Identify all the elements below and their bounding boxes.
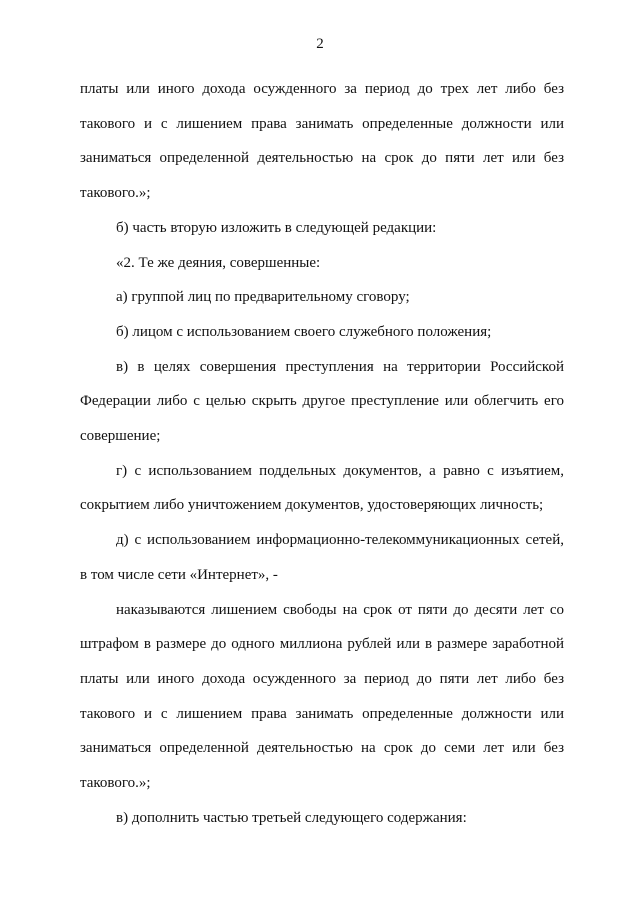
paragraph-subitem-a: а) группой лиц по предварительному сговору; bbox=[116, 289, 410, 306]
paragraph-item-b-intro: б) часть вторую изложить в следующей редакции: bbox=[116, 219, 437, 236]
paragraph-subitem-d: д) с использованием информационно-телекоммуникационных сетей, в том числе сети «Интернет», - bbox=[80, 532, 564, 583]
paragraph-item-v-intro: в) дополнить частью третьей следующего содержания: bbox=[116, 809, 467, 826]
page-number: 2 bbox=[316, 36, 324, 52]
paragraph-part-2-heading: «2. Те же деяния, совершенные: bbox=[116, 254, 321, 271]
paragraph-subitem-g: г) с использованием поддельных документов, а равно с изъятием, сокрытием либо уничтожением документов, удостоверяющих личность; bbox=[80, 462, 564, 514]
paragraph-subitem-v: в) в целях совершения преступления на территории Российской Федерации либо с целью скрыть другое преступление или облегчить его совершение; bbox=[80, 358, 564, 445]
paragraph-continuation: платы или иного дохода осужденного за период до трех лет либо без такового и с лишением права занимать определенные должности или заниматься определенной деятельностью на срок до пяти лет или без такового.»; bbox=[80, 81, 564, 202]
paragraph-penalty: наказываются лишением свободы на срок от пяти до десяти лет со штрафом в размере до одного миллиона рублей или в размере заработной платы или иного дохода осужденного за период до пяти лет либо без такового и с лишением права занимать определенные должности или заниматься определенной деятельностью на срок до семи лет или без такового.»; bbox=[80, 601, 564, 792]
document-body bbox=[80, 72, 564, 835]
paragraph-subitem-b: б) лицом с использованием своего служебного положения; bbox=[116, 323, 492, 340]
